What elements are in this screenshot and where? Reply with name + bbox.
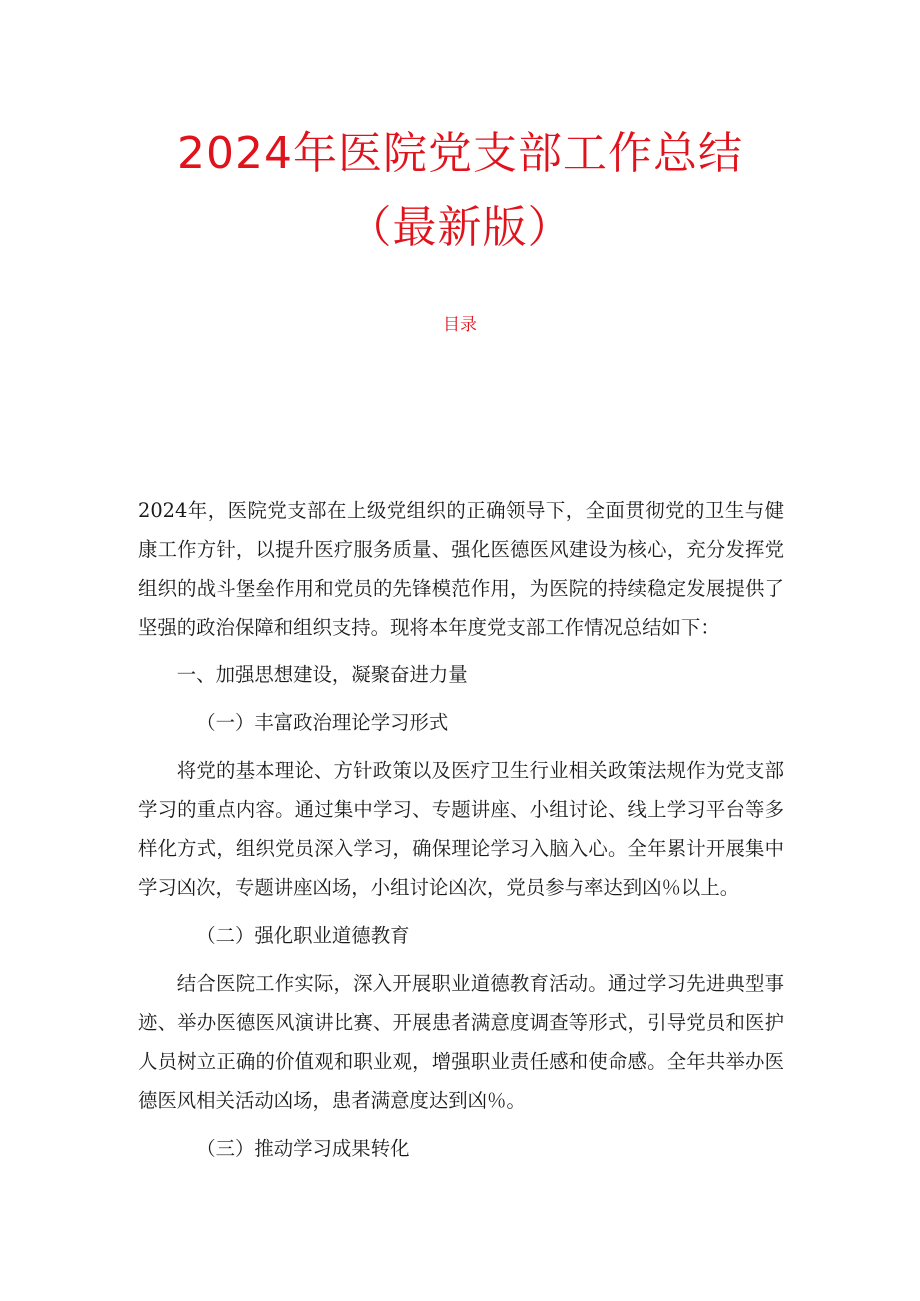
subsection-heading-3: （三）推动学习成果转化 [196,1137,410,1160]
intro-paragraph: 2024年，医院党支部在上级党组织的正确领导下，全面贯彻党的卫生与健康工作方针，以提升医疗服务质量、强化医德医风建设为核心，充分发挥党组织的战斗堡垒作用和党员的先锋模范作用，为医院的持续稳定发展提供了坚强的政治保障和组织支持。现将本年度党支部工作情况总结如下： [138,499,784,639]
document-title-line2: （最新版） [347,202,573,253]
table-of-contents-label: 目录 [443,315,477,335]
document-title-line1: 2024年医院党支部工作总结 [177,128,743,179]
subsection-paragraph-1: 将党的基本理论、方针政策以及医疗卫生行业相关政策法规作为党支部学习的重点内容。通过集中学习、专题讲座、小组讨论、线上学习平台等多样化方式，组织党员深入学习，确保理论学习入脑入心。全年累计开展集中学习凶次，专题讲座凶场，小组讨论凶次，党员参与率达到凶％以上。 [138,759,784,899]
subsection-paragraph-2: 结合医院工作实际，深入开展职业道德教育活动。通过学习先进典型事迹、举办医德医风演讲比赛、开展患者满意度调查等形式，引导党员和医护人员树立正确的价值观和职业观，增强职业责任感和使命感。全年共举办医德医风相关活动凶场，患者满意度达到凶％。 [138,972,784,1112]
section-heading-1: 一、加强思想建设，凝聚奋进力量 [176,663,468,686]
document-body [138,491,784,1177]
subsection-heading-2: （二）强化职业道德教育 [196,924,410,947]
subsection-heading-1: （一）丰富政治理论学习形式 [196,711,449,734]
